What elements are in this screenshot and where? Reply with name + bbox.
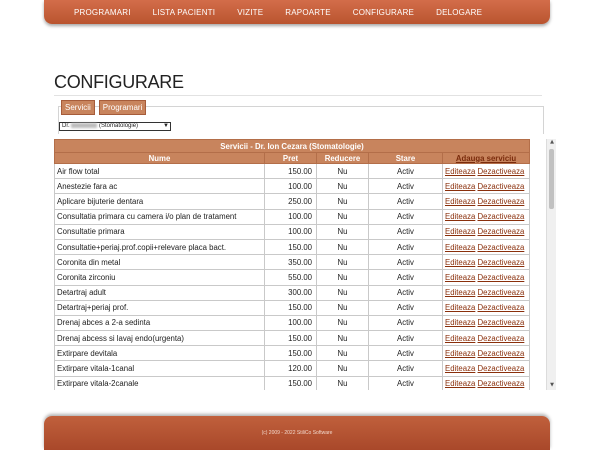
table-row: [55, 331, 530, 346]
service-discount: Nu: [317, 239, 369, 254]
service-price: 100.00: [265, 315, 317, 330]
copyright-text: (c) 2009 - 2022 StiliCo Software: [261, 430, 333, 436]
tab-bar: [61, 100, 146, 115]
col-header-nume: Nume: [55, 153, 265, 164]
edit-link[interactable]: Editeaza: [445, 257, 476, 267]
row-actions: [443, 179, 530, 194]
service-status: Activ: [369, 331, 443, 346]
edit-link[interactable]: Editeaza: [445, 348, 476, 358]
nav-item-delogare[interactable]: DELOGARE: [436, 7, 483, 17]
chevron-down-icon: ▼: [163, 123, 169, 129]
nav-item-rapoarte[interactable]: RAPOARTE: [285, 7, 331, 17]
service-price: 300.00: [265, 285, 317, 300]
edit-link[interactable]: Editeaza: [445, 303, 476, 313]
service-price: 150.00: [265, 376, 317, 390]
row-actions: [443, 331, 530, 346]
service-status: Activ: [369, 315, 443, 330]
edit-link[interactable]: Editeaza: [445, 212, 476, 222]
scroll-up-icon[interactable]: ▲: [550, 139, 554, 145]
service-price: 150.00: [265, 164, 317, 179]
row-actions: [443, 194, 530, 209]
service-discount: Nu: [317, 255, 369, 270]
table-row: [55, 346, 530, 361]
service-discount: Nu: [317, 315, 369, 330]
service-discount: Nu: [317, 376, 369, 390]
service-name: Aplicare bijuterie dentara: [55, 194, 265, 209]
service-discount: Nu: [317, 209, 369, 224]
service-status: Activ: [369, 361, 443, 376]
table-row: [55, 239, 530, 254]
service-name: Anestezie fara ac: [55, 179, 265, 194]
table-row: [55, 270, 530, 285]
edit-link[interactable]: Editeaza: [445, 242, 476, 252]
deactivate-link[interactable]: Dezactiveaza: [477, 379, 525, 389]
service-status: Activ: [369, 209, 443, 224]
services-table-container: [54, 139, 548, 390]
service-price: 150.00: [265, 346, 317, 361]
tab-programari[interactable]: Programari: [99, 100, 147, 115]
deactivate-link[interactable]: Dezactiveaza: [477, 212, 525, 222]
row-actions: [443, 300, 530, 315]
table-row: [55, 285, 530, 300]
table-row: [55, 376, 530, 390]
service-status: Activ: [369, 224, 443, 239]
deactivate-link[interactable]: Dezactiveaza: [477, 348, 525, 358]
nav-item-vizite[interactable]: VIZITE: [237, 7, 264, 17]
service-status: Activ: [369, 164, 443, 179]
edit-link[interactable]: Editeaza: [445, 288, 476, 298]
service-name: Drenaj abces a 2-a sedinta: [55, 315, 265, 330]
scroll-thumb[interactable]: [549, 149, 554, 209]
row-actions: [443, 255, 530, 270]
deactivate-link[interactable]: Dezactiveaza: [477, 333, 525, 343]
row-actions: [443, 164, 530, 179]
edit-link[interactable]: Editeaza: [445, 333, 476, 343]
table-row: [55, 164, 530, 179]
service-discount: Nu: [317, 346, 369, 361]
table-body: [55, 164, 530, 391]
service-name: Consultatie+periaj.prof.copii+relevare placa bact.: [55, 239, 265, 254]
col-header-pret: Pret: [265, 153, 317, 164]
service-name: Drenaj abcess si lavaj endo(urgenta): [55, 331, 265, 346]
service-status: Activ: [369, 255, 443, 270]
scroll-down-icon[interactable]: ▼: [550, 382, 554, 388]
edit-link[interactable]: Editeaza: [445, 364, 476, 374]
edit-link[interactable]: Editeaza: [445, 181, 476, 191]
service-price: 150.00: [265, 331, 317, 346]
table-row: [55, 194, 530, 209]
row-actions: [443, 346, 530, 361]
row-actions: [443, 270, 530, 285]
service-status: Activ: [369, 179, 443, 194]
service-discount: Nu: [317, 224, 369, 239]
add-service-link[interactable]: Adauga serviciu: [443, 153, 530, 164]
service-status: Activ: [369, 239, 443, 254]
service-status: Activ: [369, 270, 443, 285]
row-actions: [443, 361, 530, 376]
service-name: Air flow total: [55, 164, 265, 179]
footer-bar: [44, 416, 550, 450]
service-price: 100.00: [265, 179, 317, 194]
service-name: Consultatie primara: [55, 224, 265, 239]
deactivate-link[interactable]: Dezactiveaza: [477, 303, 525, 313]
table-row: [55, 224, 530, 239]
service-discount: Nu: [317, 194, 369, 209]
service-status: Activ: [369, 300, 443, 315]
service-status: Activ: [369, 376, 443, 390]
row-actions: [443, 315, 530, 330]
row-actions: [443, 285, 530, 300]
service-discount: Nu: [317, 285, 369, 300]
service-name: Extirpare devitala: [55, 346, 265, 361]
vertical-scrollbar[interactable]: [546, 139, 556, 390]
nav-item-configurare[interactable]: CONFIGURARE: [352, 7, 415, 17]
service-price: 250.00: [265, 194, 317, 209]
doctor-select-suffix: (Stomatologie): [99, 123, 139, 130]
service-discount: Nu: [317, 164, 369, 179]
col-header-stare: Stare: [369, 153, 443, 164]
service-status: Activ: [369, 194, 443, 209]
service-name: Extirpare vitala-1canal: [55, 361, 265, 376]
deactivate-link[interactable]: Dezactiveaza: [477, 227, 525, 237]
deactivate-link[interactable]: Dezactiveaza: [477, 242, 525, 252]
edit-link[interactable]: Editeaza: [445, 196, 476, 206]
table-row: [55, 209, 530, 224]
table-caption: Servicii - Dr. Ion Cezara (Stomatologie): [55, 140, 530, 153]
deactivate-link[interactable]: Dezactiveaza: [477, 272, 525, 282]
edit-link[interactable]: Editeaza: [445, 379, 476, 389]
table-row: [55, 315, 530, 330]
doctor-select-prefix: Dr.: [62, 123, 70, 130]
deactivate-link[interactable]: Dezactiveaza: [477, 196, 525, 206]
main-nav: [44, 0, 550, 24]
deactivate-link[interactable]: Dezactiveaza: [477, 257, 525, 267]
service-discount: Nu: [317, 179, 369, 194]
tab-servicii[interactable]: Servicii: [61, 100, 95, 115]
service-discount: Nu: [317, 331, 369, 346]
service-status: Activ: [369, 346, 443, 361]
row-actions: [443, 209, 530, 224]
table-row: [55, 179, 530, 194]
service-price: 550.00: [265, 270, 317, 285]
top-nav-bar: [44, 0, 550, 24]
deactivate-link[interactable]: Dezactiveaza: [477, 181, 525, 191]
row-actions: [443, 224, 530, 239]
col-header-reducere: Reducere: [317, 153, 369, 164]
table-header-row: [55, 153, 530, 164]
redacted-name: [71, 123, 97, 128]
nav-item-programari[interactable]: PROGRAMARI: [74, 7, 131, 17]
edit-link[interactable]: Editeaza: [445, 318, 476, 328]
deactivate-link[interactable]: Dezactiveaza: [477, 364, 525, 374]
service-name: Consultatia primara cu camera i/o plan de tratament: [55, 209, 265, 224]
service-status: Activ: [369, 285, 443, 300]
service-discount: Nu: [317, 270, 369, 285]
service-discount: Nu: [317, 300, 369, 315]
deactivate-link[interactable]: Dezactiveaza: [477, 166, 525, 176]
edit-link[interactable]: Editeaza: [445, 166, 476, 176]
nav-item-lista-pacienti[interactable]: LISTA PACIENTI: [152, 7, 216, 17]
service-discount: Nu: [317, 361, 369, 376]
deactivate-link[interactable]: Dezactiveaza: [477, 288, 525, 298]
service-price: 150.00: [265, 300, 317, 315]
service-name: Coronita zirconiu: [55, 270, 265, 285]
service-name: Detartraj+periaj prof.: [55, 300, 265, 315]
service-name: Coronita din metal: [55, 255, 265, 270]
service-price: 150.00: [265, 239, 317, 254]
edit-link[interactable]: Editeaza: [445, 272, 476, 282]
service-price: 120.00: [265, 361, 317, 376]
row-actions: [443, 376, 530, 390]
services-table: [54, 139, 530, 390]
service-price: 350.00: [265, 255, 317, 270]
service-price: 100.00: [265, 224, 317, 239]
service-price: 100.00: [265, 209, 317, 224]
table-caption-row: [55, 140, 530, 153]
service-name: Extirpare vitala-2canale: [55, 376, 265, 390]
table-row: [55, 361, 530, 376]
deactivate-link[interactable]: Dezactiveaza: [477, 318, 525, 328]
service-name: Detartraj adult: [55, 285, 265, 300]
title-divider: [54, 95, 542, 96]
table-row: [55, 255, 530, 270]
page-title: CONFIGURARE: [54, 72, 184, 92]
edit-link[interactable]: Editeaza: [445, 227, 476, 237]
doctor-select[interactable]: [59, 122, 171, 131]
row-actions: [443, 239, 530, 254]
table-row: [55, 300, 530, 315]
